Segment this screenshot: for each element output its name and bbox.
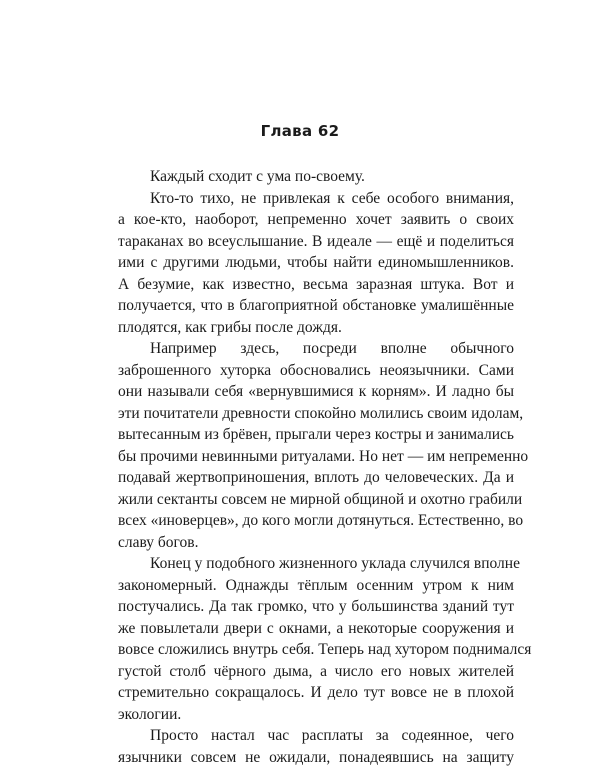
- text-line: всех «иноверцев», до кого могли дотянуться. Естественно, во: [86, 510, 514, 532]
- text-line: закономерный. Однажды тёплым осенним утром к ним: [86, 575, 514, 597]
- text-line: вытесанным из брёвен, прыгали через костры и занимались: [86, 424, 514, 446]
- text-line: ими с другими людьми, чтобы найти единомышленников.: [86, 252, 514, 274]
- text-line: густой столб чёрного дыма, а число его новых жителей: [86, 661, 514, 683]
- text-line: они называли себя «вернувшимися к корням». И ладно бы: [86, 381, 514, 403]
- text-line: заброшенного хуторка обосновались неоязычники. Сами: [86, 360, 514, 382]
- text-line: жили сектанты совсем не мирной общиной и охотно грабили: [86, 489, 514, 511]
- text-line: же повылетали двери с окнами, а некоторые сооружения и: [86, 618, 514, 640]
- paragraph-1: [86, 166, 514, 188]
- paragraph-5: [86, 725, 514, 768]
- text-line: эти почитатели древности спокойно молились своим идолам,: [86, 403, 514, 425]
- text-line: А безумие, как известно, весьма заразная штука. Вот и: [86, 274, 514, 296]
- text-line: тараканах во всеуслышание. В идеале — ещё и поделиться: [86, 231, 514, 253]
- text-line: Конец у подобного жизненного уклада случился вполне: [86, 553, 514, 575]
- text-line: получается, что в благоприятной обстановке умалишённые: [86, 295, 514, 317]
- text-line: стремительно сокращалось. И дело тут вовсе не в плохой: [86, 682, 514, 704]
- body-text: [86, 166, 514, 768]
- paragraph-3: [86, 338, 514, 553]
- text-line: Просто настал час расплаты за содеянное, чего: [86, 725, 514, 747]
- paragraph-4: [86, 553, 514, 725]
- text-line: а кое-кто, наоборот, непременно хочет заявить о своих: [86, 209, 514, 231]
- text-line: экологии.: [86, 704, 514, 726]
- text-line: плодятся, как грибы после дождя.: [86, 317, 514, 339]
- text-line: подавай жертвоприношения, вплоть до человеческих. Да и: [86, 467, 514, 489]
- text-line: Каждый сходит с ума по-своему.: [86, 166, 514, 188]
- text-line: вовсе сложились внутрь себя. Теперь над хутором поднимался: [86, 639, 514, 661]
- text-line: язычники совсем не ожидали, понадеявшись на защиту: [86, 747, 514, 768]
- paragraph-2: [86, 188, 514, 339]
- text-line: бы прочими невинными ритуалами. Но нет — им непременно: [86, 446, 514, 468]
- text-line: Например здесь, посреди вполне обычного: [86, 338, 514, 360]
- text-line: постучались. Да так громко, что у большинства зданий тут: [86, 596, 514, 618]
- chapter-title: Глава 62: [0, 122, 600, 140]
- text-line: славу богов.: [86, 532, 514, 554]
- text-line: Кто-то тихо, не привлекая к себе особого внимания,: [86, 188, 514, 210]
